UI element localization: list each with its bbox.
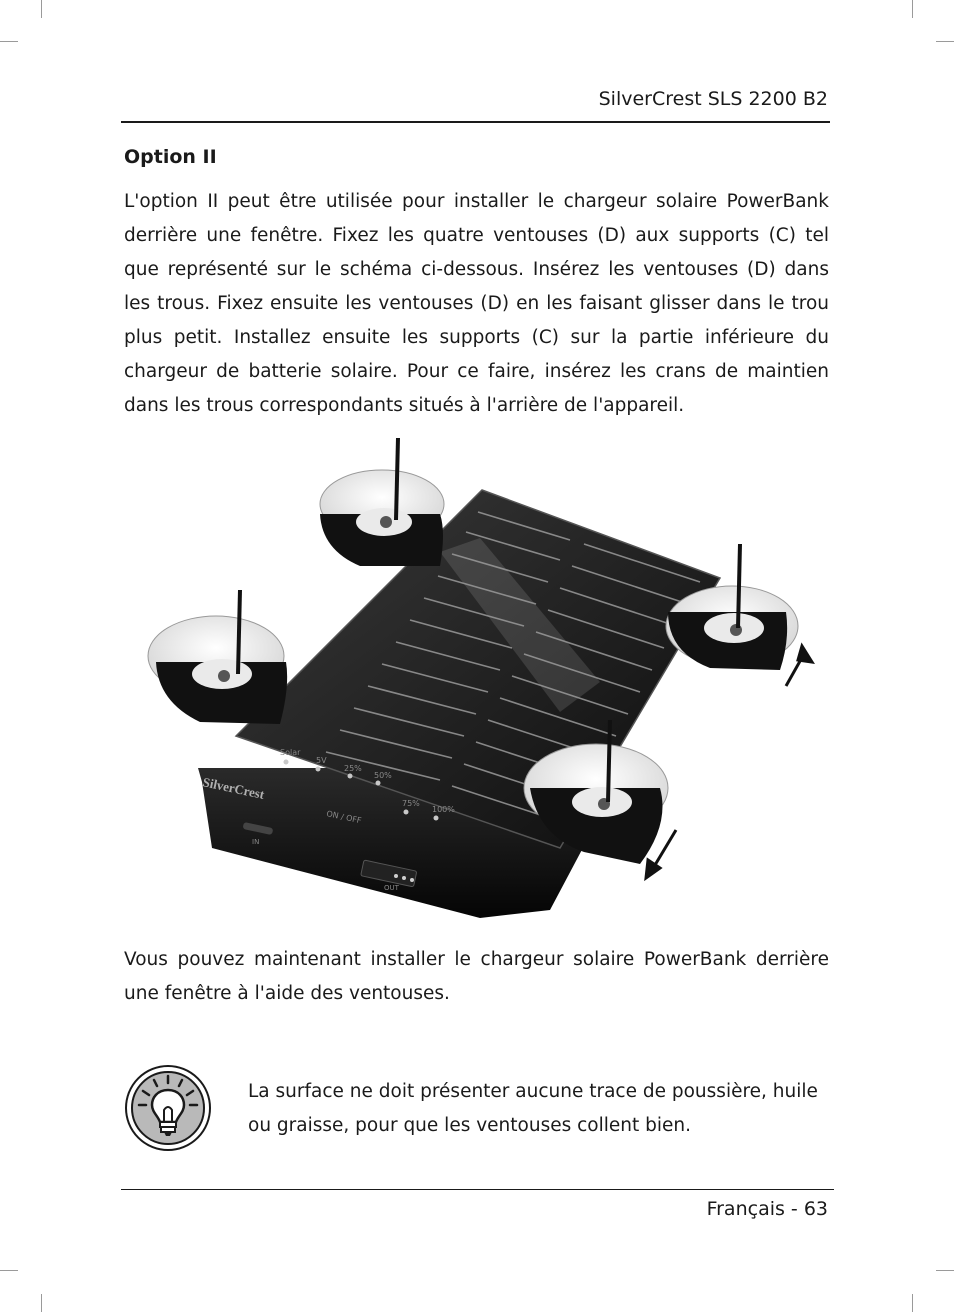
crop-mark xyxy=(936,1270,954,1271)
port-label: IN xyxy=(252,838,260,846)
crop-mark xyxy=(0,1270,18,1271)
led-label-solar: Solar xyxy=(280,748,301,757)
crop-mark xyxy=(912,0,913,18)
solar-charger-illustration xyxy=(140,432,816,928)
led-label-5v: 5V xyxy=(316,756,327,765)
usb-label: OUT xyxy=(384,884,399,892)
lightbulb-icon xyxy=(124,1064,212,1152)
led-label-25: 25% xyxy=(344,764,362,773)
after-figure-paragraph: Vous pouvez maintenant installer le chargeur solaire PowerBank derrière une fenêtre à l'aide des ventouses. xyxy=(124,949,829,1004)
section-heading: Option II xyxy=(124,146,217,168)
brand-logo: SilverCrest xyxy=(201,774,266,802)
footer-rule xyxy=(121,1189,834,1190)
switch-label: ON / OFF xyxy=(325,809,363,826)
suction-cup-right xyxy=(666,544,798,670)
crop-mark xyxy=(41,0,42,18)
tip-text: La surface ne doit présenter aucune trace de poussière, huile ou graisse, pour que les ventouses collent bien. xyxy=(248,1081,818,1136)
crop-mark xyxy=(912,1294,913,1312)
arrow-up-right xyxy=(786,646,812,686)
page-number: Français - 63 xyxy=(706,1198,828,1220)
suction-cup-left xyxy=(148,590,287,724)
suction-cup-top-left xyxy=(320,438,444,566)
led-label-100: 100% xyxy=(432,805,455,814)
intro-paragraph: L'option II peut être utilisée pour installer le chargeur solaire PowerBank derrière une fenêtre. Fixez les quatre ventouses (D) aux supports (C) tel que représenté sur le schéma ci-dessous. Insérez les ventouses (D) dans les trous. Fixez ensuite les ventouses (D) en les faisant glisser dans le trou plus petit. Installez ensuite les supports (C) sur la partie inférieure du chargeur de batterie solaire. Pour ce faire, insérez les crans de maintien dans les trous correspondants situés à l'arrière de l'appareil. xyxy=(124,191,829,416)
crop-mark xyxy=(936,41,954,42)
header-rule xyxy=(121,121,830,123)
led-label-50: 50% xyxy=(374,771,392,780)
crop-mark xyxy=(0,41,18,42)
crop-mark xyxy=(41,1294,42,1312)
running-header: SilverCrest SLS 2200 B2 xyxy=(598,88,828,110)
led-label-75: 75% xyxy=(402,799,420,808)
